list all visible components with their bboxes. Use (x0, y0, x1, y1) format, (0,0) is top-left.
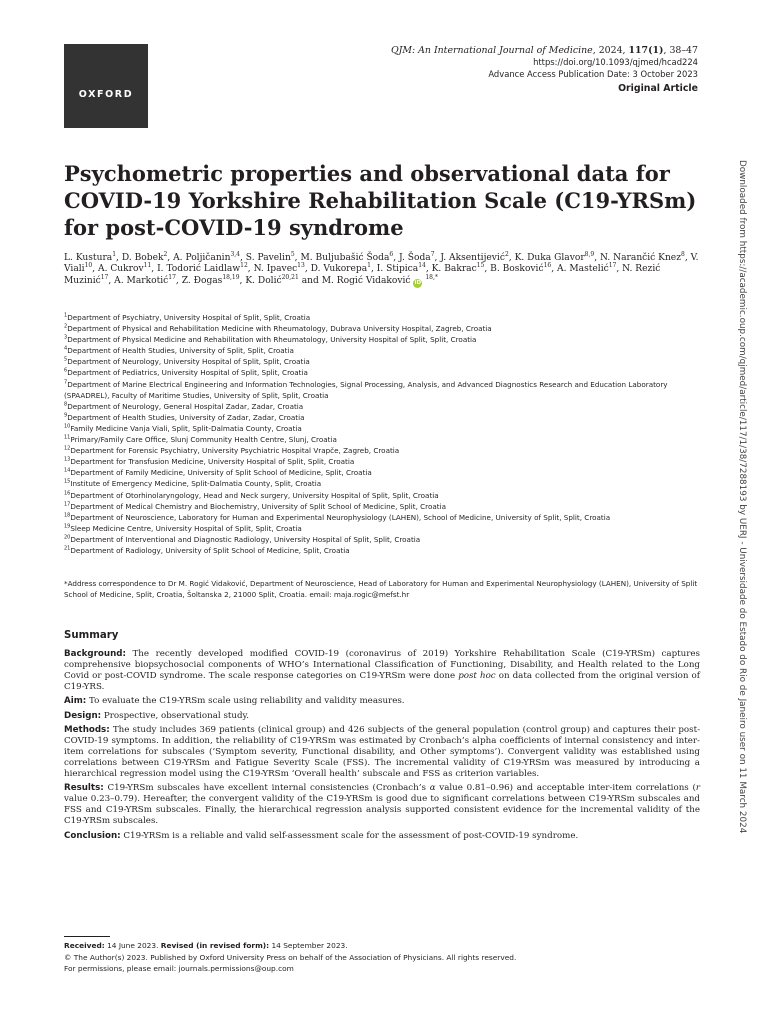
logo-text: OXFORD (78, 89, 134, 100)
article-type: Original Article (618, 83, 698, 94)
author-name[interactable]: K. Dolić (245, 275, 282, 286)
author-affiliation-ref: 8,9 (584, 250, 595, 258)
affiliation-number: 21 (64, 545, 71, 552)
background-paragraph: Background: The recently developed modified COVID-19 (coronavirus of 2019) Yorkshire Rehabilitation Scale (C19-YRSm) captures comprehensive biopsychosocial components of WHO’s International Classification of Functioning, Disability, and Health related to the Long Covid or post-COVID syndrome. The scale response categories on C19-YRSm were done post hoc on data collected from the original version of C19-YRS. (64, 649, 700, 693)
methods-paragraph: Methods: The study includes 369 patients (clinical group) and 426 subjects of the general population (control group) and captures their post-COVID-19 symptoms. In addition, the reliability of C19-YRSm was estimated by Cronbach’s alpha coefficients of internal consistency and inter-item correlations for subscales (‘Symptom severity, Functional disability, and Other symptoms’). Convergent validity was established using correlations between C19-YRSm and Fatigue Severity Scale (FSS). The incremental validity of C19-YRSm was measured by introducing a hierarchical regression model using the C19-YRSm ‘Overall health’ subscale and FSS as criterion variables. (64, 724, 701, 780)
affiliation-number: 8 (64, 401, 68, 408)
affiliation-text: Department of Physical and Rehabilitation Medicine with Rheumatology, Dubrava University Hospital, Zagreb, Croatia (67, 324, 492, 334)
design-label: Design: (64, 710, 102, 721)
author-affiliation-ref: 6 (389, 250, 394, 258)
affiliation-item (64, 434, 714, 445)
journal-name[interactable]: QJM: An International Journal of Medicine (390, 45, 593, 56)
aim-paragraph: Aim: To evaluate the C19-YRSm scale using reliability and validity measures. (64, 696, 405, 707)
doi-link[interactable]: https://doi.org/10.1093/qjmed/hcad224 (533, 57, 698, 67)
volume: 117(1) (628, 45, 664, 56)
affiliation-text: Department of Pediatrics, University Hospital of Split, Split, Croatia (67, 368, 308, 378)
affiliation-item (64, 523, 714, 534)
article-title: Psychometric properties and observational data for COVID-19 Yorkshire Rehabilitation Scale (C19-YRSm) for post-COVID-19 syndrome (64, 161, 697, 240)
author-affiliation-ref: 13 (297, 262, 305, 270)
author-name[interactable]: K. Duka Glavor (514, 253, 585, 263)
affiliation-text: Department for Forensic Psychiatry, University Psychiatric Hospital Vrapče, Zagreb, Croatia (70, 446, 400, 456)
affiliation-item (64, 545, 714, 556)
author-name[interactable]: N. Narančić Knez (600, 253, 681, 263)
download-watermark (735, 160, 749, 890)
author-name[interactable]: I. Todorić Laidlaw (157, 264, 241, 275)
results-paragraph: Results: C19-YRSm subscales have excellent internal consistencies (Cronbach’s α value 0.81–0.96) and acceptable inter-item correlations (r value 0.23–0.79). Hereafter, the convergent validity of the C19-YRSm is good due to significant correlations between C19-YRSm subscales and FSS and C19-YRSm subscales. Finally, the hierarchical regression analysis supported consistent evidence for the incremental validity of the C19-YRSm subscales. (64, 783, 701, 827)
author-name[interactable]: M. Buljubašić Šoda (300, 253, 390, 263)
author-affiliation-ref: 3,4 (230, 250, 240, 258)
affiliation-item (64, 312, 714, 323)
author-affiliation-ref: 12 (240, 262, 248, 270)
affiliation-text: Department of Otorhinolaryngology, Head and Neck surgery, University Hospital of Split, Split, Croatia (70, 490, 439, 500)
affiliation-number: 16 (64, 490, 71, 497)
background-label: Background: (64, 649, 126, 660)
design-paragraph: Design: Prospective, observational study. (64, 710, 250, 721)
permissions-line[interactable]: For permissions, please email: journals.permissions@oup.com (64, 964, 294, 974)
affiliation-text: Department for Transfusion Medicine, University Hospital of Split, Split, Croatia (70, 457, 355, 467)
affiliation-text: Department of Family Medicine, University of Split School of Medicine, Split, Croatia (70, 468, 372, 478)
author-affiliation-ref: 20,21 (281, 273, 299, 281)
conclusion-paragraph: Conclusion: C19-YRSm is a reliable and valid self-assessment scale for the assessment of post-COVID-19 syndrome. (64, 830, 579, 841)
author-affiliation-ref: 5 (290, 250, 295, 258)
summary-section (64, 630, 700, 845)
author-name[interactable]: Z. Đogas (181, 275, 223, 286)
author-list: L. Kustura$^1$, D. Bobek$^2$, A. Poljičanin$^{3,4}$, S. Pavelin$^5$, M. Buljubašić Šoda$^6$, J. Šoda$^7$, J. Aksentijević$^2$, K. Duka Glavor$^{8,9}$, N. Narančić Knez$^8$, V. Viali$^{10}$, A. Cukrov$^{11}$, I. Todorić Laidlaw$^{12}$, N. Ipavec$^{13}$, D. Vukorepa$^1$, I. Stipica$^{14}$, K. Bakrac$^{15}$, B. Bosković$^{16}$, A. Mastelić$^{17}$, N. Rezić Muzinić$^{17}$, A. Markotić$^{17}$, Z. Đogas$^{18,19}$, K. Dolić$^{20,21}$ and M. Rogić Vidaković iD $^{18,*}$ (64, 250, 699, 286)
footer-rule (64, 936, 110, 937)
conclusion-label: Conclusion: (64, 830, 121, 841)
journal-header (391, 44, 698, 95)
affiliation-number: 11 (64, 434, 71, 441)
affiliation-text: Department of Physical Medicine and Rehabilitation with Rheumatology, University Hospital of Split, Split, Croatia (67, 335, 477, 345)
affiliation-text: Department of Psychiatry, University Hospital of Split, Split, Croatia (67, 313, 311, 322)
author-affiliation-ref: 1 (367, 262, 371, 270)
aim-label: Aim: (64, 696, 87, 707)
affiliation-number: 3 (64, 334, 68, 341)
author-name[interactable]: M. Rogić Vidaković (321, 275, 411, 286)
affiliation-list (64, 312, 714, 556)
affiliation-text: Department of Radiology, University of Split School of Medicine, Split, Croatia (70, 545, 350, 555)
affiliation-item (64, 445, 714, 456)
orcid-icon[interactable]: iD (414, 279, 422, 286)
advance-access-date: Advance Access Publication Date: 3 October 2023 (488, 68, 698, 79)
affiliation-number: 2 (64, 323, 68, 330)
affiliation-number: 15 (64, 479, 71, 486)
author-affiliation-ref: 2 (163, 250, 168, 258)
author-name[interactable]: S. Pavelin (245, 253, 291, 263)
author-affiliation-ref: 18,* (425, 273, 438, 281)
author-affiliation-ref: 8 (680, 250, 685, 258)
affiliation-item (64, 467, 714, 478)
affiliation-text: Family Medicine Vanja Viali, Split, Split-Dalmatia County, Croatia (70, 423, 302, 433)
affiliation-item (64, 323, 714, 334)
affiliation-item (64, 501, 714, 512)
affiliation-item (64, 345, 714, 356)
citation-line: QJM: An International Journal of Medicine, 2024, 117(1), 38–47 (390, 45, 698, 56)
affiliation-item (64, 401, 714, 412)
author-affiliation-ref: 18,19 (222, 273, 240, 281)
download-watermark-text: Downloaded from https://academic.oup.com/qjmed/article/117/1/38/7288193 by UERJ - Universidade do Estado do Rio de Janeiro user on 11 March 2024 (737, 160, 747, 834)
correspondence-note: *Address correspondence to Dr M. Rogić Vidaković, Department of Neuroscience, Head of Laboratory for Human and Experimental Neurophysiology (LAHEN), University of Split School of Medicine, Split, Croatia, Šoltanska 2, 21000 Split, Croatia. email: maja.rogic@mefst.hr (64, 579, 698, 600)
affiliation-number: 4 (64, 345, 68, 352)
author-name[interactable]: B. Bosković (490, 264, 544, 275)
author-name[interactable]: A. Cukrov (98, 264, 144, 275)
author-affiliation-ref: 14 (418, 262, 426, 270)
affiliation-item (64, 456, 714, 467)
affiliation-text: Sleep Medicine Centre, University Hospital of Split, Split, Croatia (70, 523, 302, 533)
affiliation-number: 18 (64, 512, 71, 519)
author-affiliation-ref: 7 (430, 250, 435, 258)
author-name[interactable]: N. Rezić Muzinić (64, 264, 661, 286)
copyright-line: © The Author(s) 2023. Published by Oxford University Press on behalf of the Association of Physicians. All rights reserved. (64, 952, 517, 962)
affiliation-number: 10 (64, 423, 71, 430)
author-affiliation-ref: 17 (100, 273, 109, 281)
author-affiliation-ref: 10 (84, 262, 93, 270)
affiliation-number: 1 (64, 312, 68, 319)
affiliation-number: 17 (64, 501, 71, 508)
affiliation-item (64, 534, 714, 545)
author-name[interactable]: A. Mastelić (557, 264, 609, 275)
author-affiliation-ref: 15 (476, 262, 485, 270)
affiliation-item (64, 356, 714, 367)
affiliation-item (64, 334, 714, 345)
affiliation-item (64, 478, 714, 489)
affiliation-item (64, 412, 714, 423)
affiliation-number: 12 (64, 445, 71, 452)
affiliation-number: 5 (64, 356, 68, 363)
author-name[interactable]: J. Aksentijević (440, 253, 505, 263)
affiliation-text: Department of Neurology, University Hospital of Split, Split, Croatia (67, 357, 310, 367)
author-affiliation-ref: 17 (168, 273, 176, 281)
author-name[interactable]: L. Kustura (64, 253, 113, 263)
affiliation-number: 13 (64, 456, 71, 463)
affiliation-text: Department of Health Studies, University of Split, Split, Croatia (67, 346, 294, 356)
article-footer (64, 936, 704, 975)
author-name[interactable]: J. Šoda (399, 253, 431, 263)
author-affiliation-ref: 11 (143, 262, 152, 270)
affiliation-number: 7 (64, 379, 68, 386)
author-name[interactable]: D. Bobek (121, 253, 164, 263)
affiliation-item (64, 367, 714, 378)
results-label: Results: (64, 783, 104, 794)
author-affiliation-ref: 1 (112, 250, 117, 258)
author-name[interactable]: D. Vukorepa (310, 264, 368, 275)
author-name[interactable]: N. Ipavec (253, 264, 298, 275)
affiliation-text: Department of Marine Electrical Engineering and Information Technologies, Signal Processing, Analysis, and Advanced Diagnostics Research and Education Laboratory (SPAADREL), Faculty of Maritime Studies, University of Split, Split, Croatia (64, 379, 668, 400)
affiliation-text: Department of Health Studies, University of Zadar, Zadar, Croatia (67, 412, 305, 422)
author-affiliation-ref: 16 (543, 262, 552, 270)
author-name[interactable]: K. Bakrac (431, 264, 477, 275)
affiliation-number: 9 (64, 412, 68, 419)
oxford-logo (64, 44, 148, 128)
author-name[interactable]: A. Markotić (114, 275, 169, 286)
summary-heading: Summary (64, 630, 119, 641)
affiliation-item (64, 512, 714, 523)
received-line: Received: 14 June 2023. Revised (in revised form): 14 September 2023. (64, 941, 348, 950)
affiliation-number: 14 (64, 467, 71, 474)
affiliation-item (64, 423, 714, 434)
author-name[interactable]: I. Stipica (376, 264, 419, 275)
affiliation-text: Institute of Emergency Medicine, Split-Dalmatia County, Split, Croatia (70, 479, 322, 489)
affiliation-text: Department of Medical Chemistry and Biochemistry, University of Split School of Medicine, Split, Croatia (70, 501, 446, 511)
author-affiliation-ref: 17 (608, 262, 617, 270)
affiliation-item (64, 490, 714, 501)
author-name[interactable]: V. Viali (64, 253, 699, 275)
affiliation-text: Department of Interventional and Diagnostic Radiology, University Hospital of Split, Split, Croatia (70, 534, 421, 544)
methods-label: Methods: (64, 724, 110, 735)
affiliation-number: 19 (64, 523, 71, 530)
author-affiliation-ref: 2 (504, 250, 509, 258)
affiliation-item (64, 379, 714, 401)
affiliation-text: Department of Neuroscience, Laboratory for Human and Experimental Neurophysiology (LAHEN), School of Medicine, University of Split, Split, Croatia (70, 512, 611, 522)
affiliation-text: Department of Neurology, General Hospital Zadar, Zadar, Croatia (67, 401, 304, 411)
affiliation-text: Primary/Family Care Office, Slunj Community Health Centre, Slunj, Croatia (70, 435, 337, 445)
affiliation-number: 20 (64, 534, 71, 541)
affiliation-number: 6 (64, 368, 68, 375)
author-name[interactable]: A. Poljičanin (173, 253, 231, 263)
